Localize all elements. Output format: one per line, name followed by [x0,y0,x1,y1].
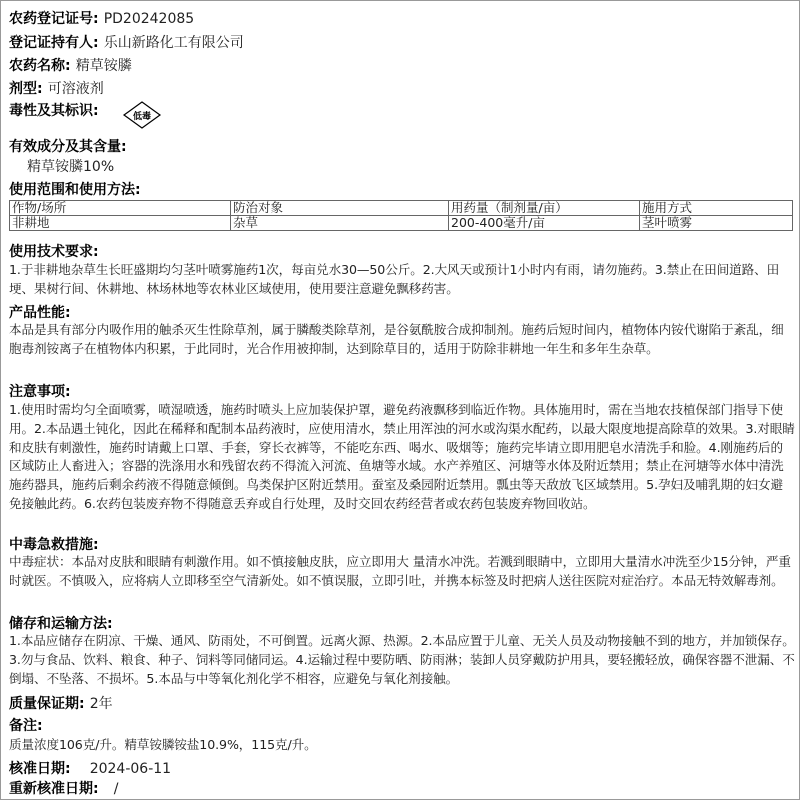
header-target: 防治对象 [231,201,449,216]
reg-no-row [9,8,791,28]
toxicity-badge-text: 低毒 [132,112,152,122]
warranty-label: 质量保证期: [9,696,85,712]
remarks-text: 质量浓度106克/升。精草铵膦铵盐10.9%，115克/升。 [9,737,317,752]
header-crop: 作物/场所 [10,201,231,216]
form-row [9,78,791,98]
approval-date-value: 2024-06-11 [89,761,172,777]
cell-dosage: 200-400毫升/亩 [449,216,640,231]
ingredient-value: 精草铵膦10% [27,159,115,175]
tech-label: 使用技术要求: [9,244,99,260]
renewal-date-value: / [113,781,119,797]
renewal-date-row [9,778,791,798]
firstaid-label: 中毒急救措施: [9,537,99,553]
approval-date-label: 核准日期: [9,761,71,777]
name-row [9,55,791,75]
notes-text: 1.使用时需均匀全面喷雾，喷湿喷透，施药时喷头上应加装保护罩，避免药液飘移到临近作物。具体施用时，需在当地农技植保部门指导下使用。2.本品遇土钝化，因此在稀释和配制本品药液时，应使用清水，禁止用浑浊的河水或沟渠水配药，以最大限度地提高除草的效果。3.对眼睛和皮肤有刺激性，施药时请戴上口罩、手套，穿长衣裤等，不能吃东西、喝水、吸烟等；施药完毕请立即用肥皂水清洗手和脸。4.刚施药后的区域防止人畜进入；容器的洗涤用水和残留农药不得流入河流、鱼塘等水域。水产养殖区、河塘等水体及附近禁用；禁止在河塘等水体中清洗施药器具，施药后剩余药液不得随意倾倒。鸟类保护区附近禁用。蚕室及桑园附近禁用。瓢虫等天敌放飞区域禁用。5.孕妇及哺乳期的妇女避免接触此药。6.农药包装废弃物不得随意丢弃或自行处理，及时交回农药经营者或农药包装废弃物回收站。 [9,402,795,511]
performance-text: 本品是具有部分内吸作用的触杀灭生性除草剂，属于膦酸类除草剂，是谷氨酰胺合成抑制剂。施药后短时间内，植物体内铵代谢陷于紊乱，细胞毒剂铵离子在植物体内积累，于此同时，光合作用被抑制，达到除草目的，适用于防除非耕地一年生和多年生杂草。 [9,322,784,356]
header-method: 施用方式 [640,201,793,216]
holder-label: 登记证持有人: [9,35,99,51]
low-toxicity-badge-icon [122,100,162,130]
table-row [10,216,793,231]
form-value: 可溶液剂 [47,81,104,97]
approval-date-row [9,758,791,778]
usage-table-header [10,201,793,216]
toxicity-label: 毒性及其标识: [9,103,99,119]
header-dosage: 用药量（制剂量/亩） [449,201,640,216]
ingredient-label: 有效成分及其含量: [9,139,127,155]
warranty-value: 2年 [89,696,113,712]
firstaid-text: 中毒症状：本品对皮肤和眼睛有刺激作用。如不慎接触皮肤，应立即用大 量清水冲洗。若溅到眼睛中，立即用大量清水冲洗至少15分钟，严重时就医。不慎吸入，应将病人立即移至空气清新处。如不慎误服，立即引吐，并携本标签及时把病人送往医院对症治疗。本品无特效解毒剂。 [9,554,791,588]
cell-target: 杂草 [231,216,449,231]
cell-method: 茎叶喷雾 [640,216,793,231]
usage-label: 使用范围和使用方法: [9,182,141,198]
remarks-label: 备注: [9,718,43,734]
cell-crop: 非耕地 [10,216,231,231]
reg-no-label: 农药登记证号: [9,11,99,27]
renewal-date-label: 重新核准日期: [9,781,99,797]
performance-label: 产品性能: [9,305,71,321]
name-label: 农药名称: [9,58,71,74]
holder-row [9,32,791,52]
form-label: 剂型: [9,81,43,97]
storage-text: 1.本品应储存在阴凉、干燥、通风、防雨处，不可倒置。远离火源、热源。2.本品应置于儿童、无关人员及动物接触不到的地方，并加锁保存。3.勿与食品、饮料、粮食、种子、饲料等同储同运。4.运输过程中要防晒、防雨淋；装卸人员穿戴防护用具，要轻搬轻放，确保容器不泄漏、不倒塌、不坠落、不损坏。5.本品与中等氧化剂化学不相容，应避免与氧化剂接触。 [9,633,795,686]
reg-no-value: PD20242085 [103,11,195,27]
warranty-row [9,693,791,713]
name-value: 精草铵膦 [75,58,132,74]
usage-table [9,200,793,231]
notes-label: 注意事项: [9,384,71,400]
tech-text: 1.于非耕地杂草生长旺盛期均匀茎叶喷雾施药1次，每亩兑水30—50公斤。2.大风天或预计1小时内有雨，请勿施药。3.禁止在田间道路、田埂、果树行间、休耕地、林场林地等农林业区域使用，使用要注意避免飘移药害。 [9,262,780,296]
storage-label: 储存和运输方法: [9,616,113,632]
holder-value: 乐山新路化工有限公司 [103,35,244,51]
